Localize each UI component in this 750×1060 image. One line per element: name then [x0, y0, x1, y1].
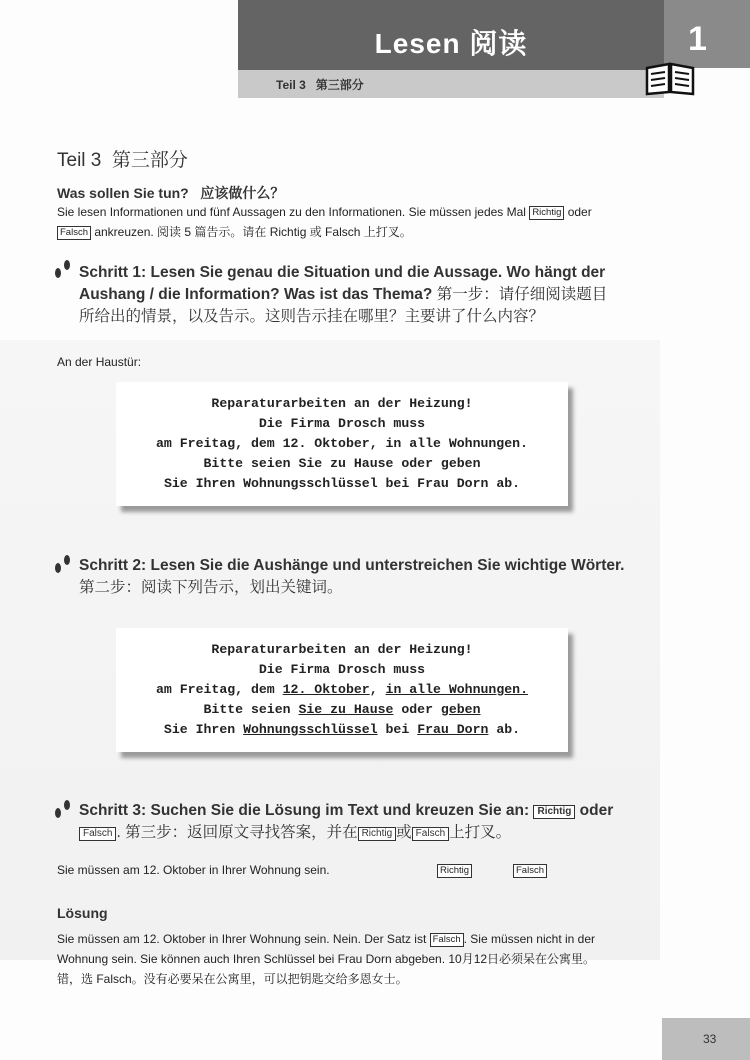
notice2-l3m: ,: [369, 682, 386, 697]
solution-text: [57, 929, 677, 989]
notice-2: [116, 628, 568, 752]
footprints-icon: [52, 553, 74, 575]
falsch-tag: Falsch: [57, 226, 91, 240]
step3-line1: Schritt 3: Suchen Sie die Lösung im Text und kreuzen Sie an:: [79, 802, 530, 819]
notice2-l5e: ab.: [488, 722, 521, 737]
falsch-tag: Falsch: [430, 933, 464, 947]
underlined-keyword: geben: [440, 702, 481, 717]
underlined-keyword: 12. Oktober: [282, 682, 370, 697]
chapter-number: 1: [688, 20, 707, 58]
step2-line2: 第二步：阅读下列告示，划出关键词。: [79, 579, 343, 596]
underlined-keyword: Wohnungsschlüssel: [243, 722, 378, 737]
location-label: An der Haustür:: [57, 355, 142, 369]
footprints-icon: [52, 798, 74, 820]
step1-line3: 所给出的情景，以及告示。这则告示挂在哪里？主要讲了什么内容？: [79, 308, 545, 325]
book-icon: [643, 60, 697, 96]
page-number: 33: [703, 1032, 717, 1046]
footprints-icon: [52, 258, 74, 280]
step2-line1: Schritt 2: Lesen Sie die Aushänge und unterstreichen Sie wichtige Wörter.: [79, 557, 625, 574]
notice1-line5: Sie Ihren Wohnungsschlüssel bei Frau Dorn ab.: [163, 476, 521, 491]
falsch-tag: Falsch: [412, 827, 449, 841]
section-title: Teil 3 第三部分: [57, 150, 188, 171]
step3-text: [79, 800, 679, 844]
notice1-line4: Bitte seien Sie zu Hause oder geben: [203, 456, 481, 471]
step3-line2-or: 或: [396, 824, 412, 841]
falsch-tag: Falsch: [79, 827, 116, 841]
step1-line2b: 第一步：请仔细阅读题目: [432, 286, 608, 303]
step3-line2a: . 第三步：返回原文寻找答案，并在: [116, 824, 358, 841]
richtig-checkbox[interactable]: Richtig: [437, 864, 472, 878]
step1-line1: Schritt 1: Lesen Sie genau die Situation und die Aussage. Wo hängt der: [79, 264, 606, 281]
step2-text: [79, 555, 679, 599]
task-instructions: [57, 202, 677, 242]
statement-text: Sie müssen am 12. Oktober in Ihrer Wohnung sein.: [57, 863, 330, 877]
step3-or: oder: [579, 802, 614, 819]
notice2-l3a: am Freitag, dem: [156, 682, 283, 697]
instr-text-a: Sie lesen Informationen und fünf Aussagen zu den Informationen. Sie müssen jedes Mal: [57, 205, 526, 219]
underlined-keyword: Frau Dorn: [417, 722, 489, 737]
notice1-line3: am Freitag, dem 12. Oktober, in alle Wohnungen.: [156, 436, 528, 451]
richtig-tag: Richtig: [529, 206, 564, 220]
notice2-l4a: Bitte seien: [203, 702, 299, 717]
notice2-l4m: oder: [393, 702, 441, 717]
solution-l1b: . Sie müssen nicht in der: [463, 932, 596, 946]
notice2-l5m: bei: [377, 722, 418, 737]
header-title: Lesen 阅读: [374, 28, 528, 59]
step1-line2a: Aushang / die Information? Was ist das Thema?: [79, 286, 433, 303]
underlined-keyword: in alle Wohnungen.: [385, 682, 528, 697]
notice2-l5a: Sie Ihren: [163, 722, 244, 737]
solution-l2: Wohnung sein. Sie können auch Ihren Schlüssel bei Frau Dorn abgeben. 10月12日必须呆在公寓里。: [57, 952, 596, 966]
notice1-line1: Reparaturarbeiten an der Heizung!: [211, 396, 473, 411]
solution-l3: 错，选 Falsch。没有必要呆在公寓里，可以把钥匙交给多恩女士。: [57, 972, 408, 986]
task-question: Was sollen Sie tun? 应该做什么？: [57, 185, 285, 201]
notice1-line2: Die Firma Drosch muss: [258, 416, 426, 431]
subtitle-label: Teil 3 第三部分: [276, 78, 364, 92]
richtig-tag: Richtig: [358, 827, 397, 841]
notice2-line1: Reparaturarbeiten an der Heizung!: [211, 642, 473, 657]
notice-1: [116, 382, 568, 506]
underlined-keyword: Sie zu Hause: [298, 702, 394, 717]
richtig-tag: Richtig: [533, 805, 575, 819]
solution-title: Lösung: [57, 905, 108, 921]
step1-text: [79, 262, 669, 328]
instr-text-b: ankreuzen. 阅读 5 篇告示。请在 Richtig 或 Falsch 上打叉。: [94, 225, 412, 239]
chapter-number-box: [664, 0, 750, 68]
instr-or: oder: [567, 205, 592, 219]
step3-line2b: 上打叉。: [449, 824, 512, 841]
solution-l1a: Sie müssen am 12. Oktober in Ihrer Wohnung sein. Nein. Der Satz ist: [57, 932, 427, 946]
notice2-line2: Die Firma Drosch muss: [258, 662, 426, 677]
falsch-checkbox[interactable]: Falsch: [513, 864, 547, 878]
